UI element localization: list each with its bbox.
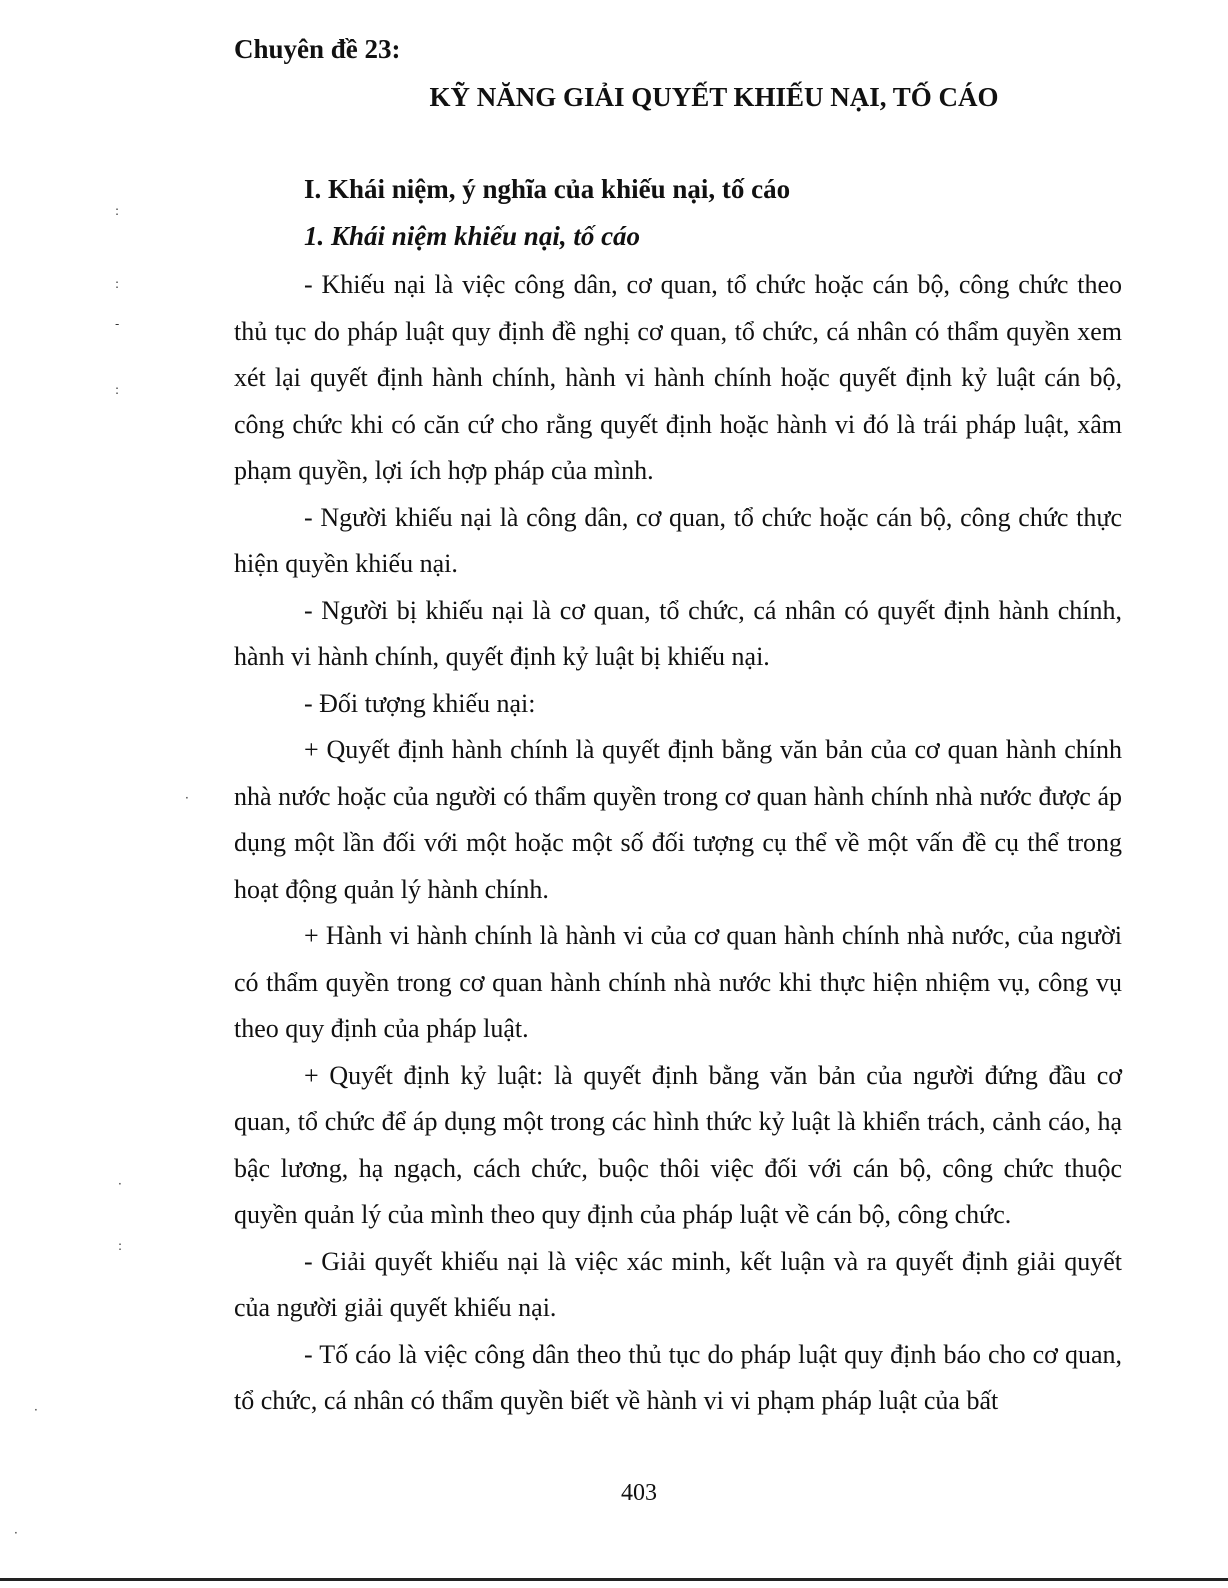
- paragraph-complaint-subject: - Đối tượng khiếu nại:: [304, 688, 536, 718]
- scan-mark: -: [115, 317, 120, 331]
- paragraph-complainant: - Người khiếu nại là công dân, cơ quan, tổ chức hoặc cán bộ, công chức thực hiện quyền khiếu nại.: [234, 502, 1122, 578]
- paragraph-denunciation: - Tố cáo là việc công dân theo thủ tục do pháp luật quy định báo cho cơ quan, tổ chức, cá nhân có thẩm quyền biết về hành vi vi phạm pháp luật của bất: [234, 1339, 1122, 1415]
- scan-mark: ·: [34, 1403, 38, 1417]
- page-number: 403: [621, 1480, 657, 1506]
- sub-heading: 1. Khái niệm khiếu nại, tố cáo: [304, 221, 641, 251]
- page-title: KỸ NĂNG GIẢI QUYẾT KHIẾU NẠI, TỐ CÁO: [429, 82, 999, 112]
- page-bottom-rule: [0, 1578, 1228, 1581]
- scan-mark: :: [115, 204, 120, 218]
- scan-mark: ·: [118, 1177, 122, 1191]
- body-text: [234, 262, 1122, 1425]
- scan-mark: :: [118, 1239, 123, 1253]
- chapter-label: Chuyên đề 23:: [234, 34, 401, 64]
- paragraph-complaint-resolution: - Giải quyết khiếu nại là việc xác minh, kết luận và ra quyết định giải quyết của người giải quyết khiếu nại.: [234, 1246, 1122, 1322]
- scan-mark: :: [115, 383, 120, 397]
- section-heading: I. Khái niệm, ý nghĩa của khiếu nại, tố cáo: [304, 174, 791, 204]
- scan-mark: ·: [185, 791, 189, 805]
- scan-mark: :: [115, 277, 120, 291]
- paragraph-administrative-act: + Hành vi hành chính là hành vi của cơ quan hành chính nhà nước, của người có thẩm quyền trong cơ quan hành chính nhà nước khi thực hiện nhiệm vụ, công vụ theo quy định của pháp luật.: [234, 921, 1122, 1043]
- paragraph-respondent: - Người bị khiếu nại là cơ quan, tổ chức, cá nhân có quyết định hành chính, hành vi hành chính, quyết định kỷ luật bị khiếu nại.: [234, 595, 1122, 671]
- paragraph-definition-complaint: - Khiếu nại là việc công dân, cơ quan, tổ chức hoặc cán bộ, công chức theo thủ tục do pháp luật quy định đề nghị cơ quan, tổ chức, cá nhân có thẩm quyền xem xét lại quyết định hành chính, hành vi hành chính hoặc quyết định kỷ luật cán bộ, công chức khi có căn cứ cho rằng quyết định hoặc hành vi đó là trái pháp luật, xâm phạm quyền, lợi ích hợp pháp của mình.: [234, 270, 1122, 485]
- paragraph-disciplinary-decision: + Quyết định kỷ luật: là quyết định bằng văn bản của người đứng đầu cơ quan, tổ chức để áp dụng một trong các hình thức kỷ luật là khiển trách, cảnh cáo, hạ bậc lương, hạ ngạch, cách chức, buộc thôi việc đối với cán bộ, công chức thuộc quyền quản lý của mình theo quy định của pháp luật về cán bộ, công chức.: [234, 1060, 1122, 1229]
- paragraph-administrative-decision: + Quyết định hành chính là quyết định bằng văn bản của cơ quan hành chính nhà nước hoặc của người có thẩm quyền trong cơ quan hành chính nhà nước được áp dụng một lần đối với một hoặc một số đối tượng cụ thể về một vấn đề cụ thể trong hoạt động quản lý hành chính.: [234, 735, 1122, 904]
- scan-mark: ·: [14, 1526, 18, 1540]
